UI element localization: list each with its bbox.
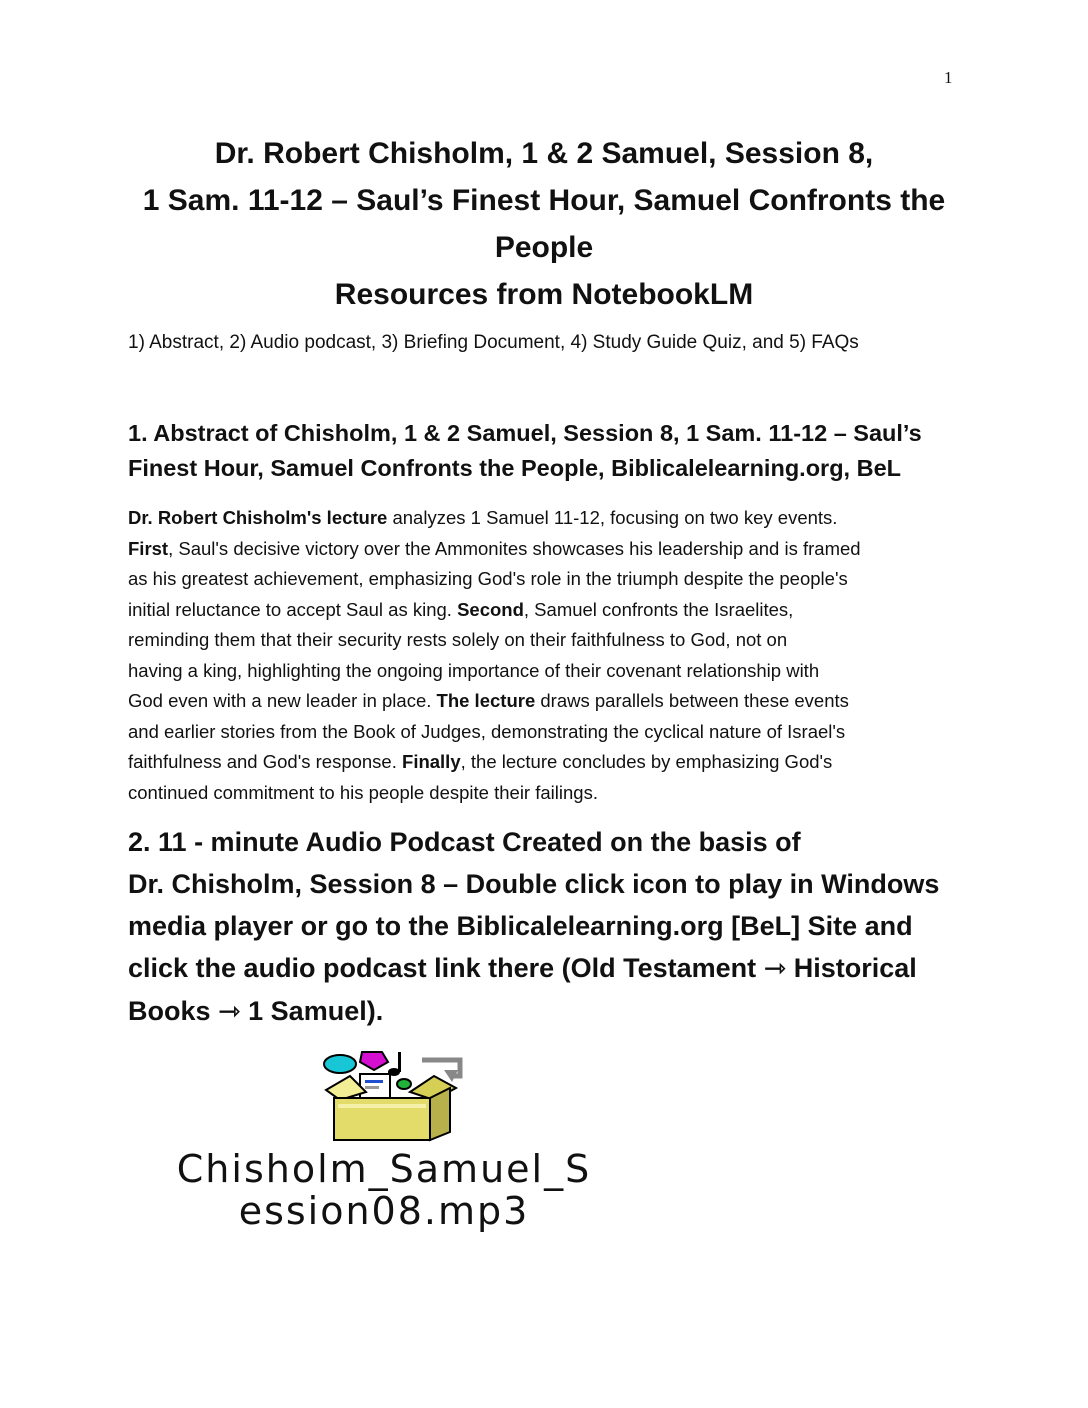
bold-phrase: Finally bbox=[402, 751, 461, 772]
abstract-line: and earlier stories from the Book of Judges, demonstrating the cyclical nature of Israel's bbox=[128, 720, 846, 742]
text-run: initial reluctance to accept Saul as king. bbox=[128, 598, 458, 620]
page-number: 1 bbox=[944, 68, 953, 87]
audio-file-link[interactable] bbox=[128, 1148, 640, 1232]
text-run: , the lecture concludes by emphasizing God's bbox=[460, 751, 833, 772]
title-line-3: People bbox=[494, 231, 594, 264]
title-line-2: 1 Sam. 11-12 – Saul’s Finest Hour, Samuel Confronts the bbox=[142, 184, 946, 217]
section-1-heading-line-2: Finest Hour, Samuel Confronts the People, Biblicalelearning.org, BeL bbox=[128, 455, 902, 481]
abstract-line: continued commitment to his people despite their failings. bbox=[128, 781, 598, 803]
arrow-right-icon: ⇾ bbox=[763, 953, 787, 984]
title-line-1: Dr. Robert Chisholm, 1 & 2 Samuel, Session 8, bbox=[214, 137, 874, 170]
abstract-line bbox=[128, 595, 988, 626]
section-2-heading bbox=[128, 821, 1008, 1033]
bold-phrase: The lecture bbox=[436, 690, 536, 711]
abstract-line bbox=[128, 747, 988, 778]
arrow-right-icon: ⇾ bbox=[218, 996, 241, 1027]
section-2-heading-line-1: 2. 11 - minute Audio Podcast Created on the basis of bbox=[128, 827, 801, 857]
section-1-heading bbox=[128, 416, 988, 486]
bold-phrase: Dr. Robert Chisholm's lecture bbox=[128, 507, 388, 528]
text-run: draws parallels between these events bbox=[535, 690, 849, 711]
bold-phrase: Second bbox=[457, 598, 524, 620]
text-run: Historical bbox=[786, 953, 917, 983]
section-2-heading-line-3: media player or go to the Biblicalelearning.org [BeL] Site and bbox=[128, 911, 913, 941]
filename-line-1: Chisholm_Samuel_S bbox=[176, 1147, 592, 1191]
abstract-line: as his greatest achievement, emphasizing God's role in the triumph despite the people's bbox=[128, 568, 848, 589]
text-run: God even with a new leader in place. bbox=[128, 690, 437, 711]
text-run: , Saul's decisive victory over the Ammonites showcases his leadership and is framed bbox=[168, 537, 861, 559]
section-2-heading-line-5 bbox=[128, 990, 1008, 1033]
text-run: analyzes 1 Samuel 11-12, focusing on two key events. bbox=[387, 507, 838, 528]
section-2-heading-line-2: Dr. Chisholm, Session 8 – Double click icon to play in Windows bbox=[128, 869, 940, 899]
text-run: , Samuel confronts the Israelites, bbox=[523, 598, 794, 620]
text-run: Books bbox=[128, 996, 219, 1026]
document-title bbox=[90, 130, 998, 318]
abstract-line bbox=[128, 503, 988, 534]
abstract-line: reminding them that their security rests solely on their faithfulness to God, not on bbox=[128, 629, 788, 650]
abstract-line bbox=[128, 534, 988, 565]
section-1-heading-line-1: 1. Abstract of Chisholm, 1 & 2 Samuel, Session 8, 1 Sam. 11-12 – Saul’s bbox=[128, 420, 922, 446]
abstract-line: having a king, highlighting the ongoing importance of their covenant relationship with bbox=[128, 659, 820, 681]
contents-list: 1) Abstract, 2) Audio podcast, 3) Briefing Document, 4) Study Guide Quiz, and 5) FAQs bbox=[128, 332, 859, 353]
text-run: 1 Samuel). bbox=[240, 996, 384, 1026]
package-icon-graphic bbox=[310, 1048, 470, 1144]
bold-phrase: First bbox=[128, 537, 169, 559]
text-run: click the audio podcast link there (Old Testament bbox=[128, 953, 764, 983]
title-line-4: Resources from NotebookLM bbox=[334, 278, 754, 311]
section-2-heading-line-4 bbox=[128, 947, 1008, 990]
text-run: faithfulness and God's response. bbox=[128, 751, 403, 772]
abstract-paragraph bbox=[128, 503, 988, 808]
package-icon[interactable] bbox=[310, 1048, 470, 1144]
abstract-line bbox=[128, 686, 988, 717]
filename-line-2: ession08.mp3 bbox=[238, 1189, 530, 1233]
